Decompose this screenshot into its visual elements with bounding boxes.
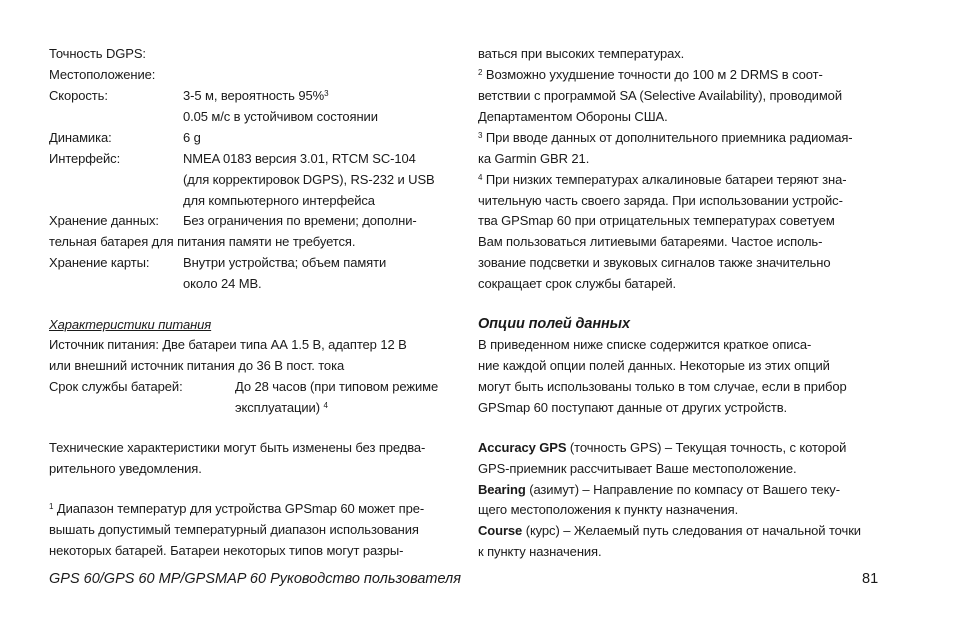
intro-line-2: ние каждой опции полей данных. Некоторые из этих опций [478,358,830,373]
map-value-1: Внутри устройства; объем памяти [183,255,387,270]
intro-line-1: В приведенном ниже списке содержится краткое описа- [478,337,812,352]
footnote-4-line-3: тва GPSmap 60 при отрицательных температурах советуем [478,213,835,228]
interface-label: Интерфейс: [49,151,121,166]
footnote-2-line-2: ветствии с программой SA (Selective Availability), проводимой [478,88,842,103]
storage-label: Хранение данных: [49,213,159,228]
footnote-1: $^1$ Диапазон температур для устройства GPSmap 60 может пре- [49,501,425,516]
interface-value-3: для компьютерного интерфейса [183,193,375,208]
intro-line-3: могут быть использованы только в том случае, если в прибор [478,379,847,394]
footnote-2: $^2$ Возможно ухудшение точности до 100 м 2 DRMS в соот- [478,67,823,82]
footnote-4-line-2: чительную часть своего заряда. При использовании устройс- [478,193,843,208]
bearing-term: Bearing [478,482,526,497]
dynamics-label: Динамика: [49,130,112,145]
notice-line-1: Технические характеристики могут быть изменены без предва- [49,440,426,455]
footnote-4-line-6: сокращает срок службы батарей. [478,276,677,291]
footnote-1-line-4: ваться при высоких температурах. [478,46,685,61]
accuracy-entry-line-2: GPS-приемник рассчитывает Ваше местоположение. [478,461,797,476]
speed-value-steady: 0.05 м/с в устойчивом состоянии [183,109,378,124]
power-heading: Характеристики питания [49,317,212,332]
left-column [49,0,459,560]
accuracy-entry: Accuracy GPS (точность GPS) – Текущая точность, с которой [478,440,847,455]
footnote-3-line-2: ка Garmin GBR 21. [478,151,590,166]
power-line-1: Источник питания: Две батареи типа АА 1.5 В, адаптер 12 В [49,337,407,352]
speed-value: 3-5 м, вероятность 95%$^3$ [183,88,329,103]
accuracy-term: Accuracy GPS [478,440,567,455]
footnote-4: $^4$ При низких температурах алкалиновые батареи теряют зна- [478,172,847,187]
battery-value-2: эксплуатации) $^4$ [235,400,328,415]
location-label: Местоположение: [49,67,156,82]
bearing-entry-line-2: щего местоположения к пункту назначения. [478,502,739,517]
interface-value-1: NMEA 0183 версия 3.01, RTCM SC-104 [183,151,416,166]
page-number: 81 [862,571,879,587]
options-heading: Опции полей данных [478,316,630,332]
footer-title: GPS 60/GPS 60 MP/GPSMAP 60 Руководство пользователя [49,571,461,587]
footnote-1-line-3: некоторых батарей. Батареи некоторых типов могут разры- [49,543,404,558]
map-value-2: около 24 MB. [183,276,262,291]
footnote-2-line-3: Департаментом Обороны США. [478,109,668,124]
notice-line-2: рительного уведомления. [49,461,202,476]
bearing-entry: Bearing (азимут) – Направление по компасу от Вашего теку- [478,482,840,497]
course-entry: Course (курс) – Желаемый путь следования от начальной точки [478,523,861,538]
interface-value-2: (для корректировок DGPS), RS-232 и USB [183,172,435,187]
storage-value-2: тельная батарея для питания памяти не требуется. [49,234,356,249]
power-line-2: или внешний источник питания до 36 В пост. тока [49,358,345,373]
battery-label: Срок службы батарей: [49,379,183,394]
footnote-1-line-2: вышать допустимый температурный диапазон использования [49,522,419,537]
map-label: Хранение карты: [49,255,150,270]
course-term: Course [478,523,523,538]
battery-value-1: До 28 часов (при типовом режиме [235,379,439,394]
course-entry-line-2: к пункту назначения. [478,544,602,559]
right-column [478,0,898,560]
footnote-4-line-4: Вам пользоваться литиевыми батареями. Частое исполь- [478,234,823,249]
intro-line-4: GPSmap 60 поступают данные от других устройств. [478,400,788,415]
footnote-3: $^3$ При вводе данных от дополнительного приемника радиомая- [478,130,853,145]
dgps-label: Точность DGPS: [49,46,146,61]
footnote-4-line-5: зование подсветки и звуковых сигналов также значительно [478,255,831,270]
storage-value-1: Без ограничения по времени; дополни- [183,213,417,228]
dynamics-value: 6 g [183,130,201,145]
speed-label: Скорость: [49,88,108,103]
